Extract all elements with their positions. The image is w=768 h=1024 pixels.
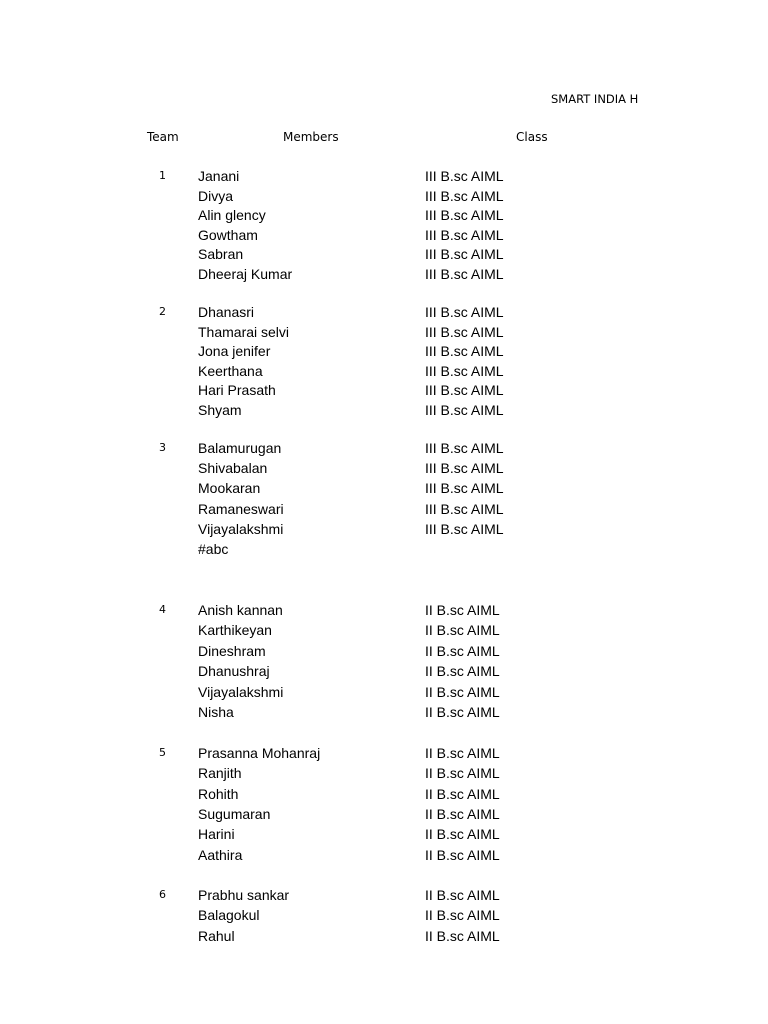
member-class: III B.sc AIML	[425, 266, 504, 282]
team-number: 6	[159, 888, 166, 901]
member-name: Karthikeyan	[198, 622, 272, 638]
member-class: II B.sc AIML	[425, 928, 500, 944]
member-name: Shyam	[198, 402, 242, 418]
member-class: II B.sc AIML	[425, 684, 500, 700]
member-class: III B.sc AIML	[425, 363, 504, 379]
member-name: Mookaran	[198, 480, 261, 496]
member-class: II B.sc AIML	[425, 806, 500, 822]
member-class: III B.sc AIML	[425, 480, 504, 496]
member-class: II B.sc AIML	[425, 622, 500, 638]
member-name: Sabran	[198, 246, 244, 262]
member-name: Divya	[198, 188, 234, 204]
member-class: II B.sc AIML	[425, 704, 500, 720]
member-name: Janani	[198, 168, 240, 184]
team-number: 5	[159, 746, 166, 759]
member-class: III B.sc AIML	[425, 227, 504, 243]
member-name: Aathira	[198, 847, 243, 863]
member-name: Thamarai selvi	[198, 324, 290, 340]
member-name: Keerthana	[198, 363, 263, 379]
team-number: 3	[159, 441, 166, 454]
member-name: Jona jenifer	[198, 343, 271, 359]
team-number: 2	[159, 305, 166, 318]
member-name: Dheeraj Kumar	[198, 266, 293, 282]
member-name: Prasanna Mohanraj	[198, 745, 321, 761]
member-name: Balagokul	[198, 907, 260, 923]
member-class: III B.sc AIML	[425, 246, 504, 262]
member-name: Gowtham	[198, 227, 258, 243]
header-team: Team	[147, 130, 179, 144]
member-class: III B.sc AIML	[425, 460, 504, 476]
member-name: Alin glency	[198, 207, 266, 223]
team-number: 4	[159, 603, 166, 616]
member-name: Rohith	[198, 786, 239, 802]
member-name: Ramaneswari	[198, 501, 284, 517]
member-name: Harini	[198, 826, 235, 842]
member-class: III B.sc AIML	[425, 324, 504, 340]
member-name: Hari Prasath	[198, 382, 276, 398]
member-class: II B.sc AIML	[425, 602, 500, 618]
member-class: II B.sc AIML	[425, 643, 500, 659]
member-class: III B.sc AIML	[425, 501, 504, 517]
member-name: Dhanasri	[198, 304, 255, 320]
member-name: Shivabalan	[198, 460, 268, 476]
member-class: II B.sc AIML	[425, 887, 500, 903]
member-name: Vijayalakshmi	[198, 521, 284, 537]
member-class: II B.sc AIML	[425, 907, 500, 923]
member-class: II B.sc AIML	[425, 745, 500, 761]
member-class: II B.sc AIML	[425, 786, 500, 802]
member-class: III B.sc AIML	[425, 304, 504, 320]
member-name: Sugumaran	[198, 806, 271, 822]
member-name: Vijayalakshmi	[198, 684, 284, 700]
member-name: Ranjith	[198, 765, 242, 781]
member-class: III B.sc AIML	[425, 168, 504, 184]
header-class: Class	[516, 130, 548, 144]
member-name: Rahul	[198, 928, 235, 944]
member-class: II B.sc AIML	[425, 663, 500, 679]
member-name: Balamurugan	[198, 440, 282, 456]
member-class: III B.sc AIML	[425, 382, 504, 398]
member-class: III B.sc AIML	[425, 521, 504, 537]
member-class: III B.sc AIML	[425, 440, 504, 456]
member-name: Dineshram	[198, 643, 266, 659]
member-name: Nisha	[198, 704, 234, 720]
member-name: Anish kannan	[198, 602, 283, 618]
member-name: #abc	[198, 541, 229, 557]
header-members: Members	[283, 130, 339, 144]
document-title: SMART INDIA H	[551, 92, 638, 106]
member-class: III B.sc AIML	[425, 343, 504, 359]
member-class: III B.sc AIML	[425, 402, 504, 418]
team-number: 1	[159, 169, 166, 182]
member-class: II B.sc AIML	[425, 826, 500, 842]
member-class: III B.sc AIML	[425, 188, 504, 204]
member-name: Dhanushraj	[198, 663, 270, 679]
member-class: II B.sc AIML	[425, 847, 500, 863]
member-class: III B.sc AIML	[425, 207, 504, 223]
member-name: Prabhu sankar	[198, 887, 290, 903]
member-class: II B.sc AIML	[425, 765, 500, 781]
